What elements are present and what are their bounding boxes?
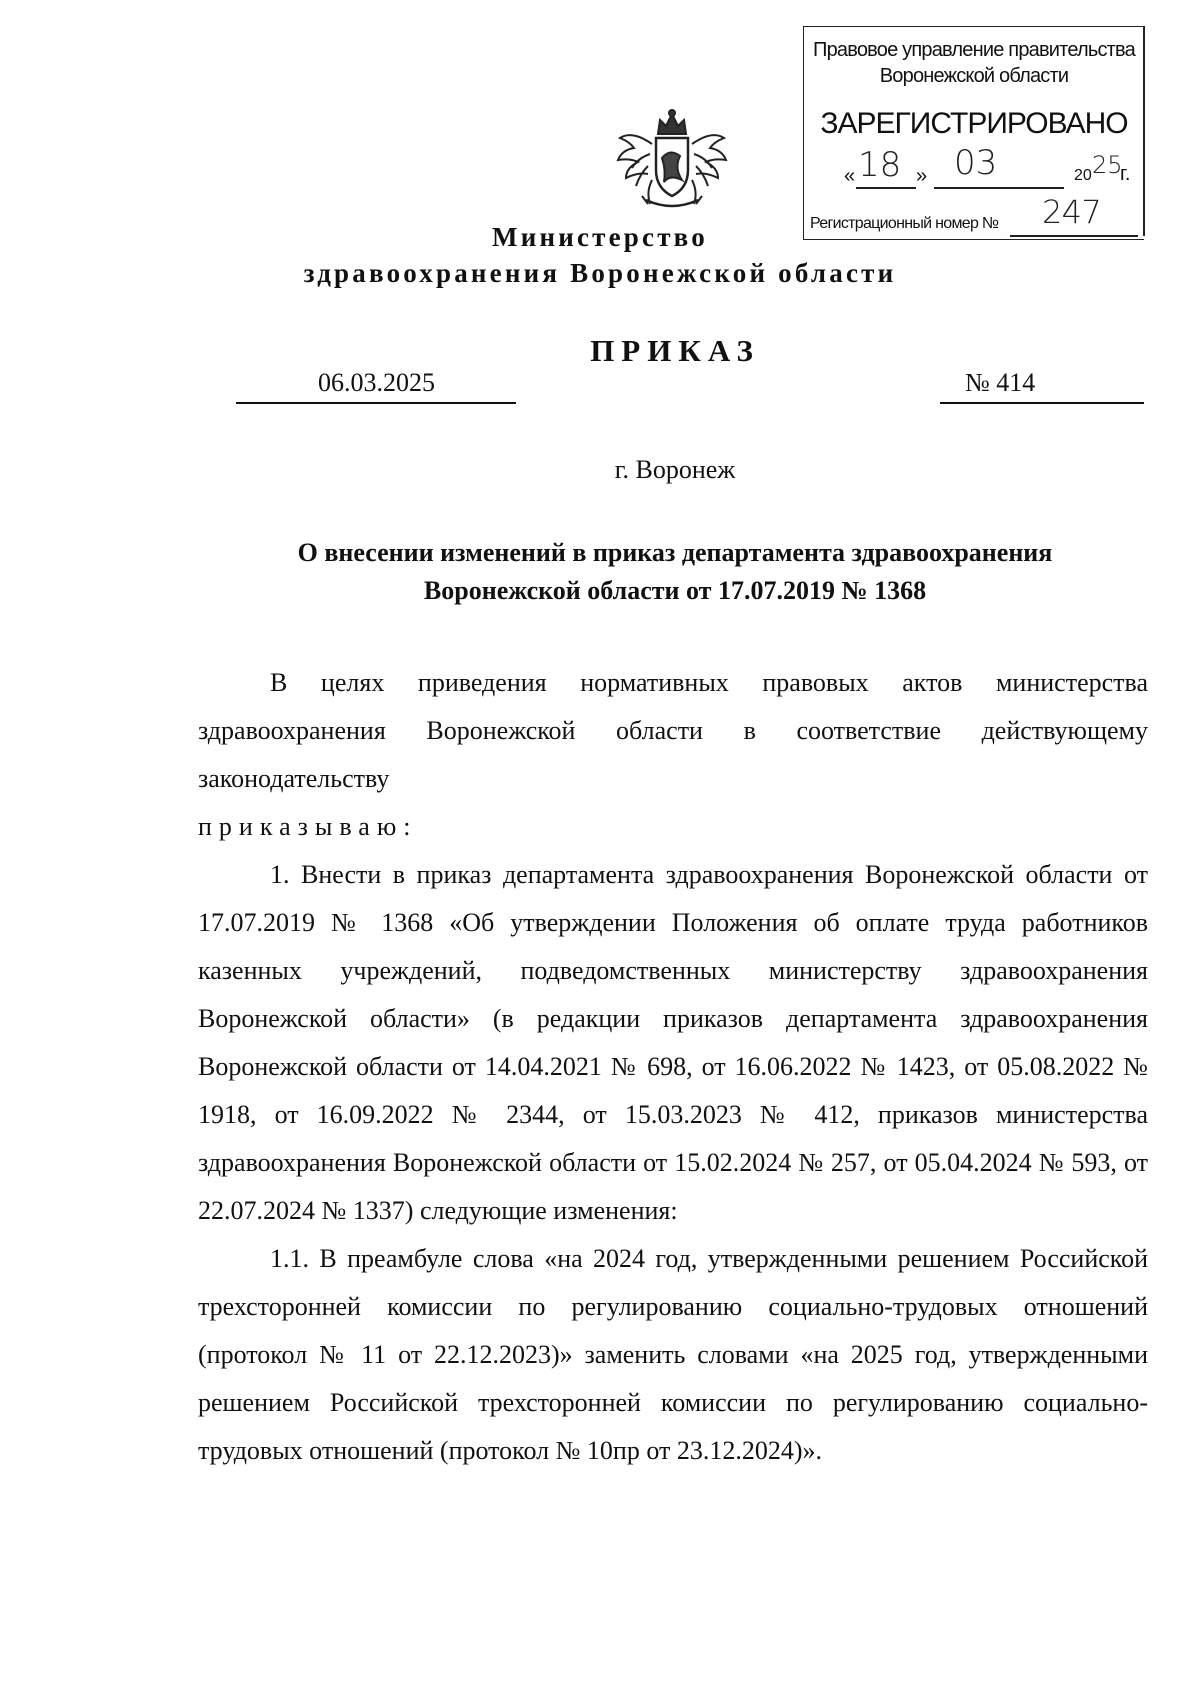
number-underline xyxy=(940,402,1144,404)
order-subject xyxy=(190,534,1160,610)
order-number: № 414 xyxy=(965,368,1036,397)
subject-line2: Воронежской области от 17.07.2019 № 1368 xyxy=(423,576,927,605)
item-1-1-paragraph: 1.1. В преамбуле слова «на 2024 год, утвержденными решением Российской трехсторонней комиссии по регулированию социально-трудовых отношений (протокол № 11 от 22.12.2023)» заменить словами «на 2025 год, утвержденными решением Российской трехсторонней комиссии по регулированию социально-трудовых отношений (протокол № 10пр от 23.12.2024)». xyxy=(198,1244,1148,1465)
preamble-paragraph: В целях приведения нормативных правовых актов министерства здравоохранения Воронежской области в соответствие действующему законодательству xyxy=(198,668,1148,793)
stamp-day: 18 xyxy=(858,145,902,185)
subject-line1: О внесении изменений в приказ департамента здравоохранения xyxy=(297,538,1053,567)
ministry-line2: здравоохранения Воронежской области xyxy=(303,258,897,288)
stamp-org-line1: Правовое управление правительства xyxy=(813,39,1135,61)
stamp-month: 03 xyxy=(954,143,998,183)
stamp-date xyxy=(844,143,1134,192)
stamp-month-line xyxy=(934,187,1064,189)
stamp-open-quote: « xyxy=(844,165,856,187)
stamp-organization xyxy=(804,37,1144,89)
stamp-reg-label: Регистрационный номер № xyxy=(810,215,999,232)
stamp-year-suffix: г. xyxy=(1120,163,1131,185)
ministry-line1: Министерство xyxy=(492,222,708,252)
stamp-year-prefix: 20 xyxy=(1074,167,1092,184)
stamp-status: ЗАРЕГИСТРИРОВАНО xyxy=(820,107,1128,140)
registration-stamp xyxy=(803,26,1144,240)
item-1-paragraph: 1. Внести в приказ департамента здравоохранения Воронежской области от 17.07.2019 № 1368 «Об утверждении Положения об оплате труда работников казенных учреждений, подведомственных министерству здравоохранения Воронежской области» (в редакции приказов департамента здравоохранения Воронежской области от 14.04.2021 № 698, от 16.06.2022 № 1423, от 05.08.2022 № 1918, от 16.09.2022 № 2344, от 15.03.2023 № 412, приказов министерства здравоохранения Воронежской области от 15.02.2024 № 257, от 05.04.2024 № 593, от 22.07.2024 № 1337) следующие изменения: xyxy=(198,860,1148,1225)
stamp-reg-number: 247 xyxy=(1042,193,1101,231)
stamp-year: 25 xyxy=(1092,151,1123,179)
stamp-org-line2: Воронежской области xyxy=(879,65,1069,87)
coat-of-arms-emblem xyxy=(612,108,732,216)
order-word: приказываю: xyxy=(198,812,418,841)
doc-type-title: ПРИКАЗ xyxy=(590,333,760,368)
stamp-day-line xyxy=(856,187,916,189)
date-underline xyxy=(236,402,516,404)
order-date: 06.03.2025 xyxy=(318,368,435,397)
stamp-close-quote: » xyxy=(916,165,928,187)
stamp-right-border xyxy=(1143,26,1145,236)
city: г. Воронеж xyxy=(614,455,736,484)
